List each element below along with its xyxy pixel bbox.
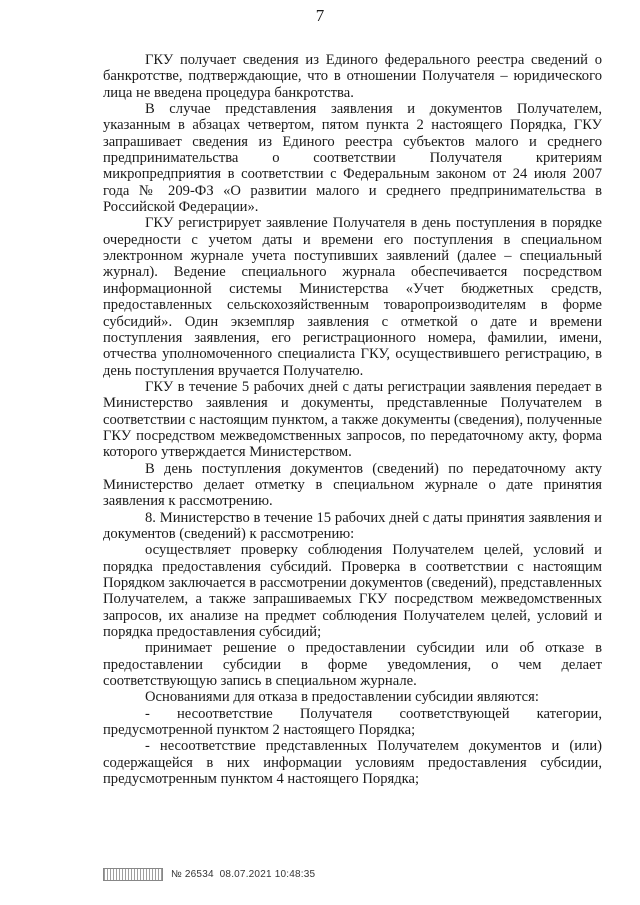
paragraph-refusal-ground-documents: - несоответствие представленных Получателем документов и (или) содержащейся в них информации условиям предоставления субсидии, предусмотренным пунктом 4 настоящего Порядка; [103, 738, 602, 788]
paragraph-refusal-ground-category: - несоответствие Получателя соответствующей категории, предусмотренной пунктом 2 настоящего Порядка; [103, 705, 602, 739]
paragraph-decision: принимает решение о предоставлении субсидии или об отказе в предоставлении субсидии в форме уведомления, о чем делает соответствующую запись в специальном журнале. [103, 640, 602, 690]
footer [103, 866, 315, 882]
paragraph-compliance-check: осуществляет проверку соблюдения Получателем целей, условий и порядка предоставления субсидий. Проверка в соответствии с настоящим Порядком заключается в рассмотрении документов (сведений), представленных Получателем, а также запрашиваемых ГКУ посредством межведомственных запросов, их анализе на предмет соблюдения Получателем целей, условий и порядка предоставления субсидий; [103, 542, 602, 641]
paragraph-acceptance-mark: В день поступления документов (сведений) по передаточному акту Министерство делает отметку в специальном журнале о дате принятия заявления к рассмотрению. [103, 460, 602, 510]
paragraph-bankruptcy-check: ГКУ получает сведения из Единого федерального реестра сведений о банкротстве, подтверждающие, что в отношении Получателя – юридического лица не введена процедура банкротства. [103, 52, 602, 101]
document-body [103, 52, 602, 787]
registry-stamp-icon [103, 868, 163, 881]
paragraph-refusal-grounds-heading: Основаниями для отказа в предоставлении субсидии являются: [145, 689, 539, 706]
document-registration-stamp: № 26534 08.07.2021 10:48:35 [171, 868, 316, 880]
paragraph-transfer-to-ministry: ГКУ в течение 5 рабочих дней с даты регистрации заявления передает в Министерство заявления и документы, представленные Получателем в соответствии с настоящим пунктом, а также документы (сведения), полученные ГКУ посредством межведомственных запросов, по передаточному акту, форма которого утверждается Министерством. [103, 378, 602, 461]
paragraph-smb-registry-request: В случае представления заявления и документов Получателем, указанным в абзацах четвертом, пятом пункта 2 настоящего Порядка, ГКУ запрашивает сведения из Единого реестра субъектов малого и среднего предпринимательства о соответствии Получателя критериям микропредприятия в соответствии с Федеральным законом от 24 июля 2007 года № 209-ФЗ «О развитии малого и среднего предпринимательства в Российской Федерации». [103, 101, 602, 216]
page-number: 7 [315, 6, 325, 25]
paragraph-application-registration: ГКУ регистрирует заявление Получателя в день поступления в порядке очередности с учетом даты и времени его поступления в специальном электронном журнале учета поступивших заявлений (далее – специальный журнал). Ведение специального журнала обеспечивается посредством информационной системы Министерства «Учет бюджетных средств, предоставленных сельскохозяйственным товаропроизводителям в форме субсидий». Один экземпляр заявления с отметкой о дате и времени поступления заявления, его регистрационного номера, фамилии, имени, отчества уполномоченного специалиста ГКУ, осуществившего регистрацию, в день поступления вручается Получателю. [103, 215, 602, 379]
paragraph-item-8: 8. Министерство в течение 15 рабочих дней с даты принятия заявления и документов (сведений) к рассмотрению: [103, 509, 602, 542]
